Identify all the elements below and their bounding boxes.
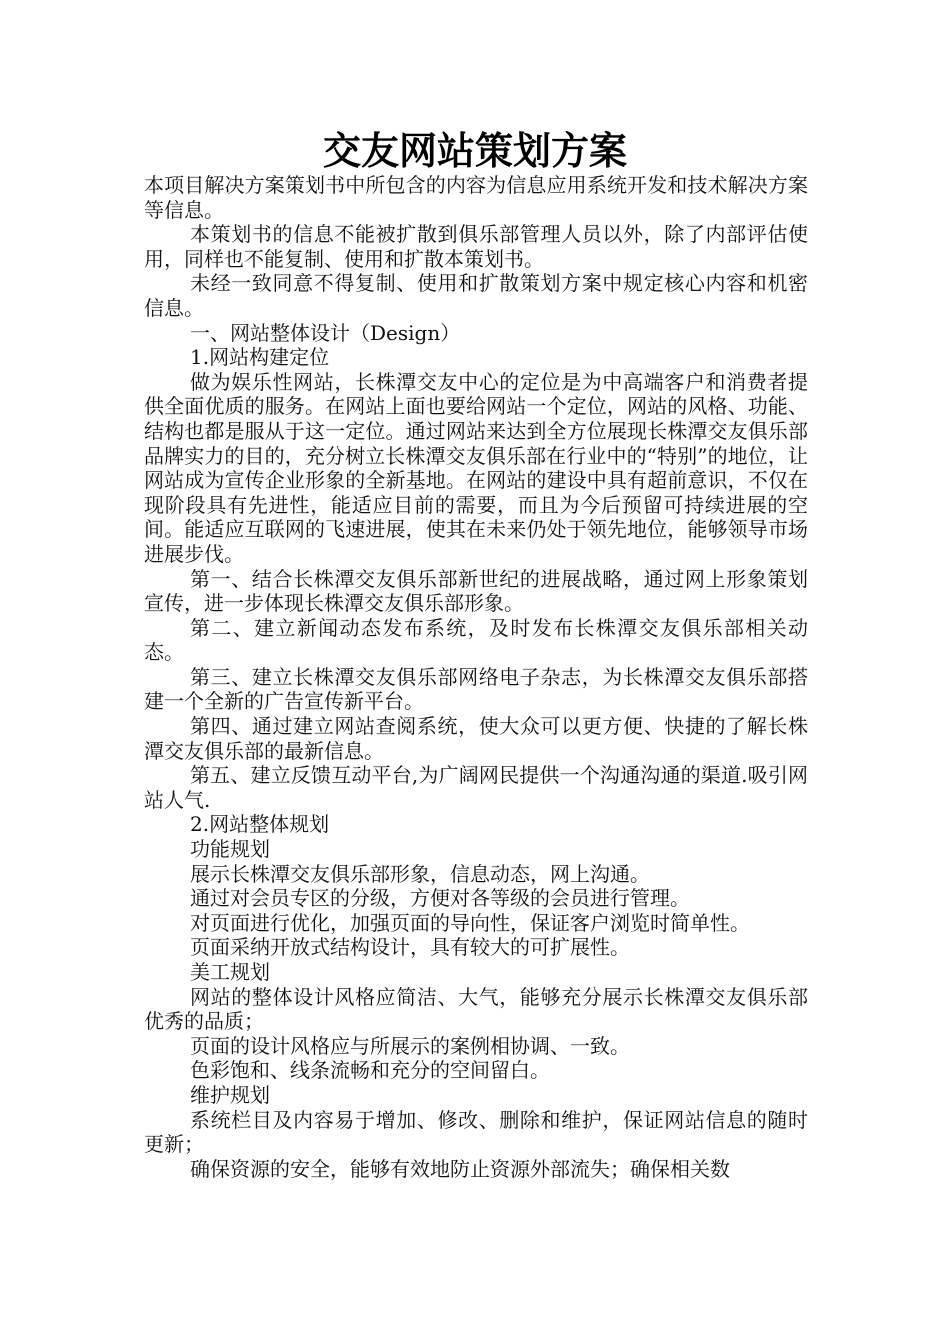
paragraph: 第一、结合长株潭交友俱乐部新世纪的进展战略，通过网上形象策划宣传，进一步体现长株潭交友俱乐部形象。	[144, 566, 808, 616]
paragraph: 功能规划	[190, 837, 270, 862]
paragraph: 页面采纳开放式结构设计，具有较大的可扩展性。	[190, 935, 630, 960]
paragraph: 网站的整体设计风格应简洁、大气，能够充分展示长株潭交友俱乐部优秀的品质；	[144, 984, 808, 1034]
paragraph: 通过对会员专区的分级，方便对各等级的会员进行管理。	[190, 886, 690, 911]
paragraph: 色彩饱和、线条流畅和充分的空间留白。	[190, 1058, 550, 1083]
paragraph: 做为娱乐性网站，长株潭交友中心的定位是为中高端客户和消费者提供全面优质的服务。在网站上面也要给网站一个定位，网站的风格、功能、结构也都是服从于这一定位。通过网站来达到全方位展现长株潭交友俱乐部品牌实力的目的，充分树立长株潭交友俱乐部在行业中的“特别”的地位，让网站成为宣传企业形象的全新基地。在网站的建设中具有超前意识，不仅在现阶段具有先进性，能适应目前的需要，而且为今后预留可持续进展的空间。能适应互联网的飞速进展，使其在未来仍处于领先地位，能够领导市场进展步伐。	[144, 369, 808, 566]
paragraph: 确保资源的安全，能够有效地防止资源外部流失；确保相关数	[190, 1156, 730, 1181]
paragraph: 系统栏目及内容易于增加、修改、删除和维护，保证网站信息的随时更新；	[144, 1107, 808, 1157]
paragraph: 对页面进行优化，加强页面的导向性，保证客户浏览时简单性。	[190, 910, 750, 935]
paragraph: 本项目解决方案策划书中所包含的内容为信息应用系统开发和技术解决方案等信息。	[144, 173, 808, 222]
document-title: 交友网站策划方案	[322, 128, 627, 173]
paragraph: 第四、通过建立网站查阅系统，使大众可以更方便、快捷的了解长株潭交友俱乐部的最新信息。	[144, 714, 808, 763]
paragraph: 一、网站整体设计（Design）	[190, 320, 461, 345]
paragraph: 第五、建立反馈互动平台,为广阔网民提供一个沟通沟通的渠道.吸引网站人气.	[144, 763, 808, 812]
paragraph: 2.网站整体规划	[190, 812, 330, 837]
paragraph: 第二、建立新闻动态发布系统，及时发布长株潭交友俱乐部相关动态。	[144, 615, 808, 665]
document-body	[144, 173, 808, 1181]
paragraph: 维护规划	[190, 1082, 270, 1107]
paragraph: 第三、建立长株潭交友俱乐部网络电子杂志，为长株潭交友俱乐部搭建一个全新的广告宣传新平台。	[144, 664, 808, 714]
paragraph: 页面的设计风格应与所展示的案例相协调、一致。	[190, 1033, 630, 1058]
paragraph: 1.网站构建定位	[190, 345, 330, 370]
paragraph: 本策划书的信息不能被扩散到俱乐部管理人员以外，除了内部评估使用，同样也不能复制、使用和扩散本策划书。	[144, 222, 808, 271]
paragraph: 美工规划	[190, 960, 270, 984]
paragraph: 未经一致同意不得复制、使用和扩散策划方案中规定核心内容和机密信息。	[144, 271, 808, 320]
paragraph: 展示长株潭交友俱乐部形象，信息动态，网上沟通。	[190, 861, 650, 886]
